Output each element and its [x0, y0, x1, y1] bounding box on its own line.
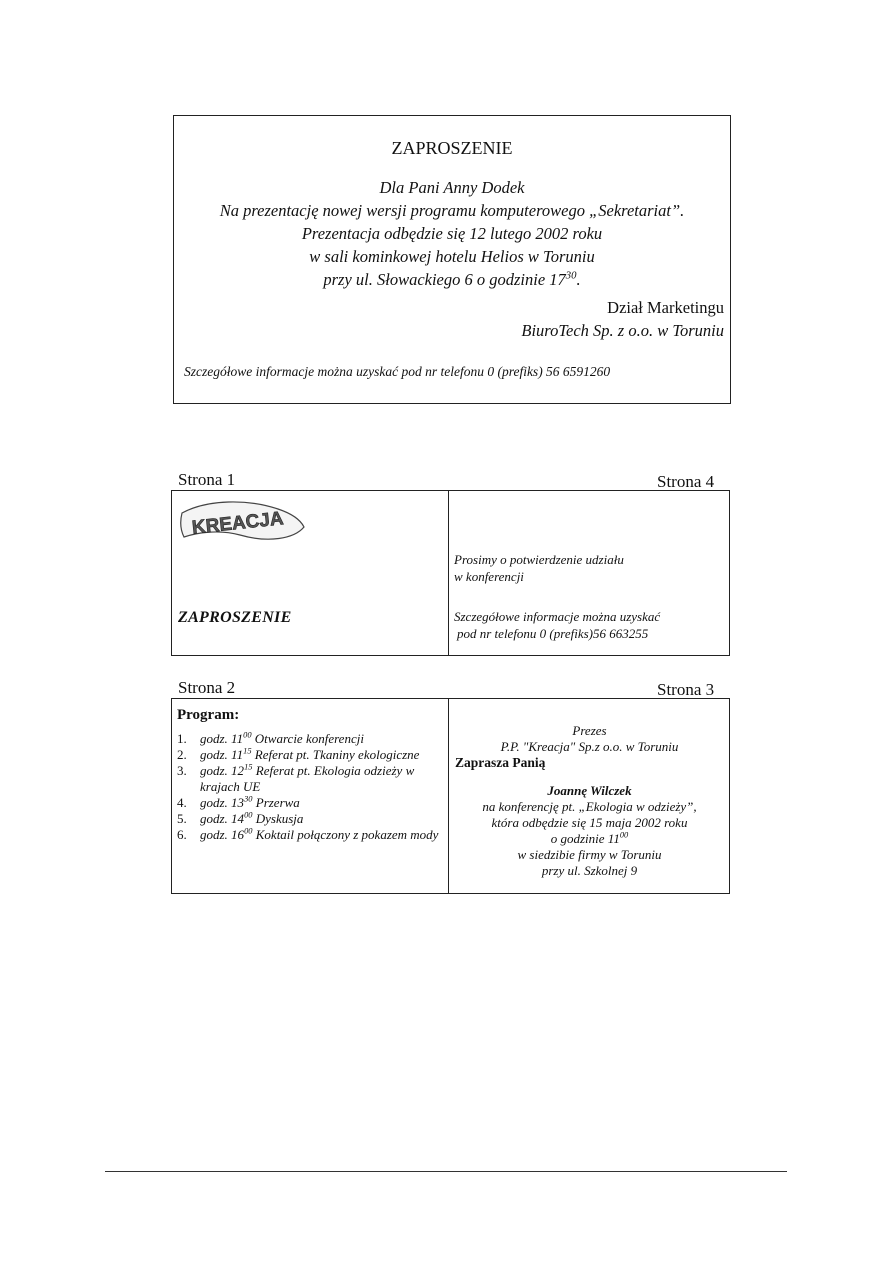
invitation-info: Szczegółowe informacje można uzyskać pod nr telefonu 0 (prefiks) 56 6591260	[184, 364, 611, 379]
conference-address: przy ul. Szkolnej 9	[541, 863, 638, 878]
logo-text: KREACJA	[190, 508, 285, 539]
program-heading: Program:	[177, 707, 240, 723]
card-title: ZAPROSZENIE	[178, 609, 292, 626]
invitation-purpose: Na prezentację nowej wersji programu komputerowego „Sekretariat”.	[219, 201, 685, 220]
program-item: 2. godz. $11^{15}$ Referat pt. Tkaniny ekologiczne	[177, 745, 420, 762]
page-label-2: Strona 2	[178, 678, 236, 697]
guest-name: Joannę Wilczek	[547, 783, 632, 798]
invitation-addressee: Dla Pani Anny Dodek	[379, 178, 525, 197]
invitation-body	[174, 176, 730, 291]
contact-line-1: Szczegółowe informacje można uzyskać	[454, 609, 661, 624]
folded-card-outer	[171, 490, 730, 656]
conference-date: która odbędzie się 15 maja 2002 roku	[491, 815, 688, 830]
invitation-department: Dział Marketingu	[607, 298, 724, 317]
conference-time: o godzinie $11^{00}$	[550, 829, 629, 846]
program-item: 4. godz. $13^{30}$ Przerwa	[177, 793, 300, 810]
fold-divider	[448, 491, 449, 655]
host-company: P.P. "Kreacja" Sp.z o.o. w Toruniu	[500, 739, 679, 754]
page-label-1: Strona 1	[178, 470, 236, 489]
confirmation-line-1: Prosimy o potwierdzenie udziału	[454, 552, 624, 567]
invites-label: Zaprasza Panią	[455, 755, 546, 770]
guest-block	[450, 783, 729, 879]
kreacja-logo	[178, 497, 308, 547]
host-title: Prezes	[572, 723, 607, 738]
fold-divider	[448, 699, 449, 893]
contact-info	[454, 608, 660, 642]
footer-rule	[105, 1171, 787, 1172]
invitation-signature	[521, 296, 724, 342]
invitation-company: BiuroTech Sp. z o.o. w Toruniu	[521, 321, 724, 340]
program-item: 5. godz. $14^{00}$ Dyskusja	[177, 809, 304, 826]
invitation-date: Prezentacja odbędzie się 12 lutego 2002 roku	[301, 224, 603, 243]
invitation-venue: w sali kominkowej hotelu Helios w Toruniu	[309, 247, 595, 266]
program-list	[177, 731, 445, 843]
folded-card-inner	[171, 698, 730, 894]
host-block	[450, 723, 729, 755]
invitation-card	[173, 115, 731, 404]
contact-line-2: pod nr telefonu 0 (prefiks)56 663255	[457, 626, 649, 641]
conference-venue: w siedzibie firmy w Toruniu	[517, 847, 662, 862]
program-item: 3. godz. $12^{15}$ Referat pt. Ekologia odzieży w krajach UE	[177, 761, 415, 794]
conference-title: na konferencję pt. „Ekologia w odzieży”,	[482, 799, 697, 814]
confirmation-line-2: w konferencji	[454, 569, 524, 584]
invitation-address: przy ul. Słowackiego 6 o godzinie $17^{30}$.	[323, 269, 581, 289]
program-item: 6. godz. $16^{00}$ Koktail połączony z pokazem mody	[177, 825, 439, 842]
confirmation-request	[454, 551, 624, 585]
page-label-4: Strona 4	[657, 472, 715, 491]
page-label-3: Strona 3	[657, 680, 715, 699]
program-item: 1. godz. $11^{00}$ Otwarcie konferencji	[177, 729, 364, 746]
invitation-title: ZAPROSZENIE	[391, 138, 513, 158]
